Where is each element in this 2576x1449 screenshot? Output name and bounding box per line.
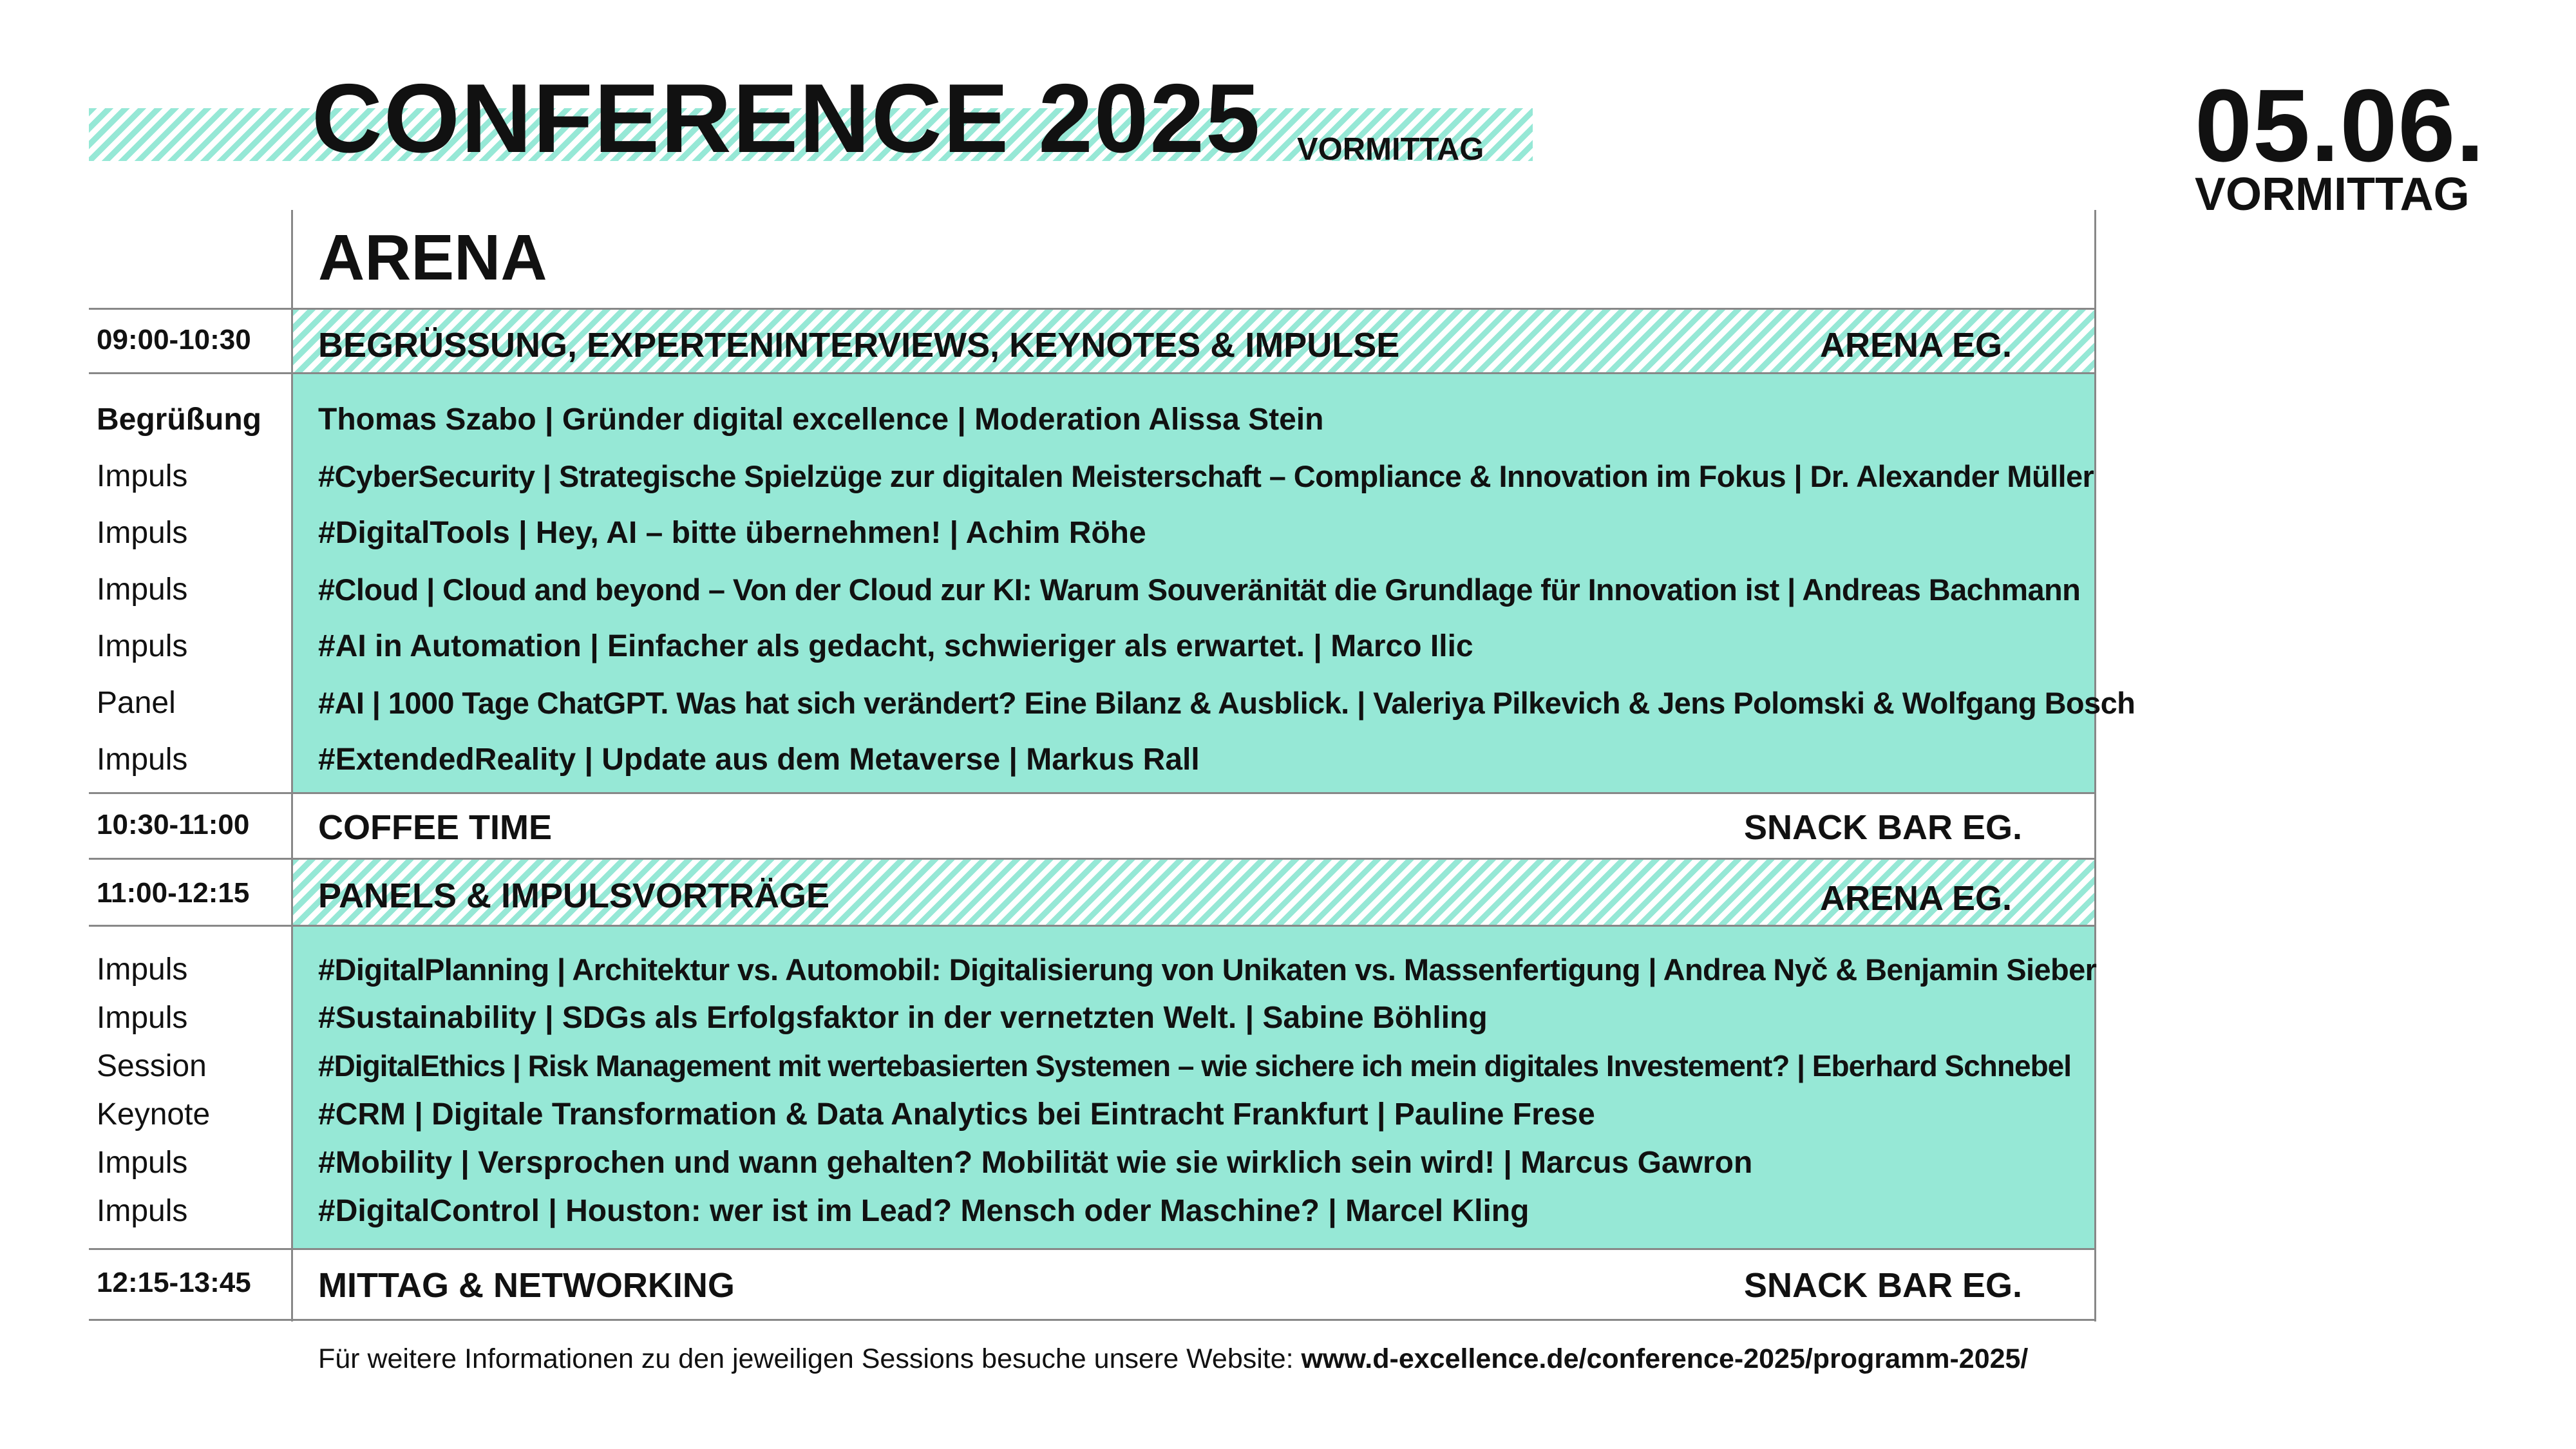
block-1-item-1-label: Begrüßung bbox=[97, 402, 261, 437]
block-2-location: SNACK BAR EG. bbox=[1743, 808, 2022, 847]
date-subtitle: VORMITTAG bbox=[2195, 169, 2470, 220]
time-column-divider bbox=[291, 210, 293, 1321]
block-1-item-1-text: Thomas Szabo | Gründer digital excellence | Moderation Alissa Stein bbox=[318, 402, 1324, 437]
block-3-item-1-label: Impuls bbox=[97, 952, 188, 987]
divider-7 bbox=[89, 1319, 2096, 1321]
block-1-item-4-label: Impuls bbox=[97, 573, 188, 607]
block-3-item-4-label: Keynote bbox=[97, 1097, 211, 1132]
block-3-item-5-label: Impuls bbox=[97, 1146, 188, 1180]
block-1-item-5-text: #AI in Automation | Einfacher als gedacht, schwieriger als erwartet. | Marco Ilic bbox=[318, 629, 1473, 663]
block-3-item-3-label: Session bbox=[97, 1049, 207, 1083]
table-right-border bbox=[2094, 210, 2096, 1321]
block-1-location: ARENA EG. bbox=[1819, 326, 2012, 365]
block-3-location: ARENA EG. bbox=[1819, 879, 2012, 918]
divider-1 bbox=[89, 308, 2096, 310]
block-1-item-2-label: Impuls bbox=[97, 459, 188, 493]
footer-url-link[interactable]: www.d-excellence.de/conference-2025/programm-2025/ bbox=[1301, 1343, 2029, 1374]
block-1-title: BEGRÜSSUNG, EXPERTENINTERVIEWS, KEYNOTES & IMPULSE bbox=[318, 326, 1400, 365]
block-4-title: MITTAG & NETWORKING bbox=[318, 1266, 735, 1305]
divider-6 bbox=[89, 1248, 2096, 1250]
block-3-item-1-text: #DigitalPlanning | Architektur vs. Automobil: Digitalisierung von Unikaten vs. Massenfertigung | Andrea Nyč & Benjamin Sieber bbox=[318, 952, 2097, 987]
room-title: ARENA bbox=[318, 222, 547, 294]
block-1-item-7-label: Impuls bbox=[97, 743, 188, 777]
block-3-title: PANELS & IMPULSVORTRÄGE bbox=[318, 876, 830, 915]
block-1-item-7-text: #ExtendedReality | Update aus dem Metaverse | Markus Rall bbox=[318, 743, 1200, 777]
block-4-time: 12:15-13:45 bbox=[97, 1267, 251, 1298]
title-subtitle: VORMITTAG bbox=[1297, 132, 1484, 167]
block-1-time: 09:00-10:30 bbox=[97, 324, 251, 355]
block-1-item-6-label: Panel bbox=[97, 686, 176, 720]
block-3-time: 11:00-12:15 bbox=[97, 877, 250, 909]
footer-note bbox=[318, 1343, 2028, 1375]
block-4-location: SNACK BAR EG. bbox=[1743, 1266, 2022, 1305]
block-3-item-2-label: Impuls bbox=[97, 1001, 188, 1035]
divider-2 bbox=[89, 372, 2096, 374]
block-3-item-4-text: #CRM | Digitale Transformation & Data Analytics bei Eintracht Frankfurt | Pauline Frese bbox=[318, 1097, 1595, 1132]
block-2-time: 10:30-11:00 bbox=[97, 809, 250, 840]
block-1-item-2-text: #CyberSecurity | Strategische Spielzüge zur digitalen Meisterschaft – Compliance & Innovation im Fokus | Dr. Alexander Müller bbox=[318, 459, 2094, 493]
block-3-item-6-label: Impuls bbox=[97, 1194, 188, 1228]
block-2-title: COFFEE TIME bbox=[318, 808, 552, 847]
divider-5 bbox=[89, 925, 2096, 927]
footer-text: Für weitere Informationen zu den jeweiligen Sessions besuche unsere Website: bbox=[318, 1343, 1302, 1374]
block-1-item-6-text: #AI | 1000 Tage ChatGPT. Was hat sich verändert? Eine Bilanz & Ausblick. | Valeriya Pilkevich & Jens Polomski & Wolfgang Bosch bbox=[318, 686, 2136, 720]
block-1-item-5-label: Impuls bbox=[97, 629, 188, 663]
event-date: 05.06. bbox=[2195, 68, 2485, 183]
divider-3 bbox=[89, 792, 2096, 794]
block-1-item-3-label: Impuls bbox=[97, 516, 188, 550]
block-3-item-3-text: #DigitalEthics | Risk Management mit wertebasierten Systemen – wie sichere ich mein digitales Investement? | Eberhard Schnebel bbox=[318, 1049, 2072, 1083]
block-3-item-6-text: #DigitalControl | Houston: wer ist im Lead? Mensch oder Maschine? | Marcel Kling bbox=[318, 1194, 1530, 1228]
page-title: CONFERENCE 2025 bbox=[312, 64, 1262, 173]
block-3-item-2-text: #Sustainability | SDGs als Erfolgsfaktor in der vernetzten Welt. | Sabine Böhling bbox=[318, 1001, 1488, 1035]
block-1-item-3-text: #DigitalTools | Hey, AI – bitte übernehmen! | Achim Röhe bbox=[318, 516, 1146, 550]
divider-4 bbox=[89, 858, 2096, 860]
block-1-item-4-text: #Cloud | Cloud and beyond – Von der Cloud zur KI: Warum Souveränität die Grundlage für Innovation ist | Andreas Bachmann bbox=[318, 573, 2081, 607]
block-3-item-5-text: #Mobility | Versprochen und wann gehalten? Mobilität wie sie wirklich sein wird! | Marcus Gawron bbox=[318, 1146, 1753, 1180]
